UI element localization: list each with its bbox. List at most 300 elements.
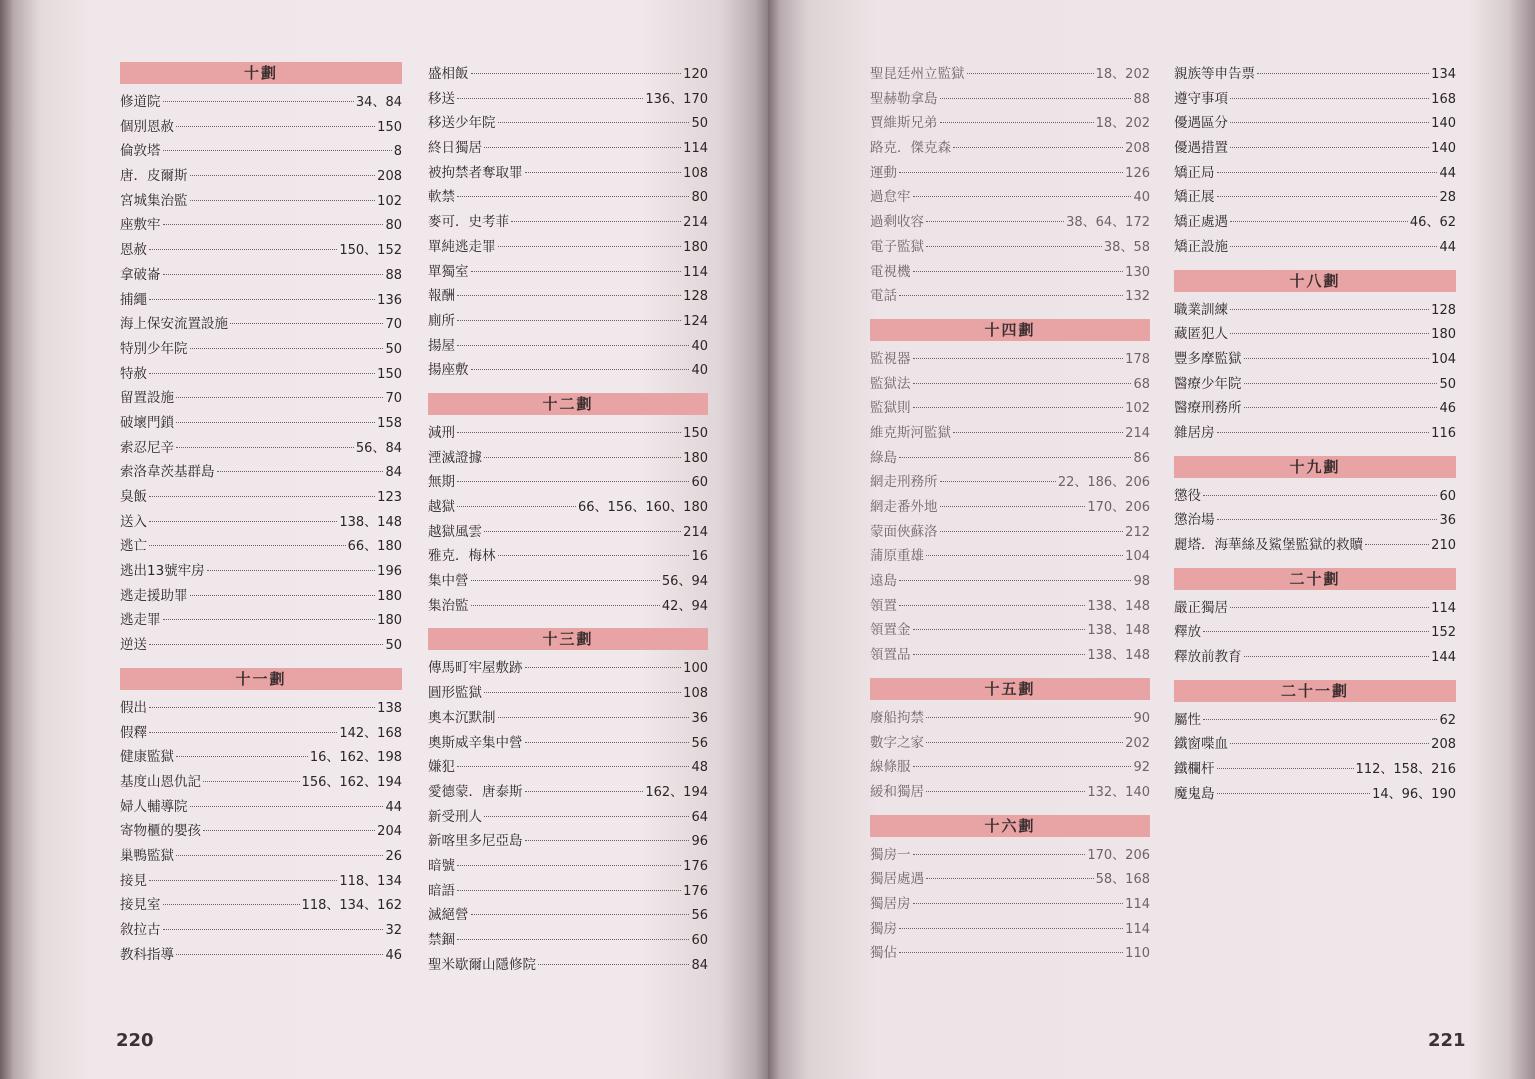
entry-term: 奧斯威辛集中營 bbox=[428, 734, 523, 751]
index-entry bbox=[428, 185, 708, 210]
entry-term: 電視機 bbox=[870, 263, 911, 280]
index-entry bbox=[120, 869, 402, 894]
entry-term: 暗號 bbox=[428, 857, 455, 874]
dot-leader bbox=[457, 345, 689, 346]
dot-leader bbox=[525, 667, 682, 668]
dot-leader bbox=[176, 397, 383, 398]
dot-leader bbox=[203, 781, 300, 782]
dot-leader bbox=[1230, 147, 1429, 148]
entry-pages: 180 bbox=[1431, 327, 1456, 343]
dot-leader bbox=[940, 481, 1056, 482]
index-section bbox=[428, 628, 708, 977]
entry-pages: 104 bbox=[1125, 549, 1150, 565]
index-entry bbox=[1174, 322, 1456, 347]
entry-term: 獨佔 bbox=[870, 945, 897, 962]
entry-term: 逃亡 bbox=[120, 538, 147, 555]
entry-term: 移送少年院 bbox=[428, 115, 496, 132]
entry-pages: 48 bbox=[691, 760, 708, 776]
entry-pages: 114 bbox=[683, 141, 708, 157]
entry-pages: 123 bbox=[377, 490, 402, 505]
dot-leader bbox=[190, 806, 384, 807]
index-entry bbox=[1174, 111, 1456, 136]
entry-term: 假釋 bbox=[120, 724, 147, 741]
index-entry bbox=[870, 235, 1150, 260]
entry-term: 蒲原重雄 bbox=[870, 548, 924, 565]
index-entry bbox=[120, 633, 402, 658]
section-heading: 十四劃 bbox=[870, 319, 1150, 341]
entry-term: 電子監獄 bbox=[870, 238, 924, 255]
index-section bbox=[1174, 270, 1456, 446]
entry-pages: 114 bbox=[1125, 921, 1150, 937]
dot-leader bbox=[457, 939, 689, 940]
dot-leader bbox=[940, 506, 1086, 507]
dot-leader bbox=[149, 496, 375, 497]
index-section bbox=[870, 815, 1150, 966]
entry-pages: 50 bbox=[1439, 376, 1456, 392]
index-entry bbox=[1174, 645, 1456, 670]
index-entry bbox=[120, 411, 402, 436]
index-entry bbox=[870, 470, 1150, 495]
index-entry bbox=[870, 917, 1150, 942]
dot-leader bbox=[217, 471, 384, 472]
dot-leader bbox=[149, 373, 375, 374]
index-entry bbox=[428, 805, 708, 830]
entry-term: 恩赦 bbox=[120, 242, 147, 259]
entry-pages: 104 bbox=[1431, 351, 1456, 367]
dot-leader bbox=[457, 865, 681, 866]
dot-leader bbox=[1244, 358, 1430, 359]
dot-leader bbox=[457, 196, 689, 197]
entry-pages: 138、148 bbox=[1087, 623, 1150, 639]
entry-term: 海上保安流置設施 bbox=[120, 316, 228, 333]
entry-term: 逃出13號牢房 bbox=[120, 563, 205, 580]
index-entry bbox=[870, 706, 1150, 731]
dot-leader bbox=[471, 369, 690, 370]
index-entry bbox=[870, 87, 1150, 112]
section-heading: 十六劃 bbox=[870, 815, 1150, 837]
entry-pages: 112、158、216 bbox=[1355, 762, 1456, 778]
dot-leader bbox=[1203, 719, 1437, 720]
index-entry bbox=[428, 903, 708, 928]
index-entry bbox=[120, 288, 402, 313]
dot-leader bbox=[926, 791, 1085, 792]
entry-term: 雅克．梅林 bbox=[428, 548, 496, 565]
dot-leader bbox=[149, 732, 337, 733]
index-entry bbox=[120, 189, 402, 214]
index-entry bbox=[428, 780, 708, 805]
dot-leader bbox=[1365, 544, 1429, 545]
dot-leader bbox=[163, 274, 384, 275]
entry-term: 拿破崙 bbox=[120, 266, 161, 283]
index-entry bbox=[428, 544, 708, 569]
dot-leader bbox=[163, 619, 376, 620]
index-entry bbox=[120, 238, 402, 263]
dot-leader bbox=[926, 555, 1123, 556]
entry-term: 移送 bbox=[428, 90, 455, 107]
entry-pages: 56 bbox=[691, 908, 708, 924]
index-entry bbox=[870, 284, 1150, 309]
entry-term: 過剩收容 bbox=[870, 214, 924, 231]
entry-term: 集中營 bbox=[428, 573, 469, 590]
entry-pages: 88 bbox=[385, 267, 402, 283]
entry-term: 領置金 bbox=[870, 622, 911, 639]
entry-pages: 142、168 bbox=[339, 725, 402, 741]
dot-leader bbox=[190, 175, 376, 176]
entry-term: 敘拉古 bbox=[120, 922, 161, 938]
entry-term: 接見 bbox=[120, 872, 147, 889]
entry-pages: 42、94 bbox=[661, 598, 708, 614]
dot-leader bbox=[913, 271, 1124, 272]
entry-term: 假出 bbox=[120, 699, 147, 716]
entry-term: 新受刑人 bbox=[428, 808, 482, 825]
entry-term: 監獄法 bbox=[870, 375, 911, 392]
index-entry bbox=[428, 656, 708, 681]
entry-term: 釋放 bbox=[1174, 624, 1201, 641]
entry-pages: 144 bbox=[1431, 650, 1456, 666]
entry-term: 懲治場 bbox=[1174, 512, 1215, 529]
index-entry bbox=[428, 879, 708, 904]
entry-term: 終日獨居 bbox=[428, 140, 482, 157]
entry-pages: 58、168 bbox=[1095, 872, 1150, 888]
entry-pages: 22、186、206 bbox=[1057, 475, 1150, 491]
dot-leader bbox=[1230, 743, 1429, 744]
entry-pages: 32 bbox=[385, 923, 402, 938]
index-entry bbox=[1174, 372, 1456, 397]
entry-pages: 212 bbox=[1125, 524, 1150, 540]
index-entry bbox=[120, 90, 402, 115]
index-entry bbox=[120, 844, 402, 869]
index-section bbox=[428, 393, 708, 619]
entry-pages: 208 bbox=[1125, 141, 1150, 157]
entry-term: 網走番外地 bbox=[870, 499, 938, 515]
entry-term: 遠島 bbox=[870, 573, 897, 590]
index-entry bbox=[120, 510, 402, 535]
entry-pages: 134 bbox=[1431, 67, 1456, 82]
index-entry bbox=[870, 843, 1150, 868]
index-entry bbox=[1174, 87, 1456, 112]
entry-pages: 136、170 bbox=[645, 91, 708, 107]
index-entry bbox=[428, 829, 708, 854]
index-entry bbox=[870, 867, 1150, 892]
index-entry bbox=[428, 62, 708, 87]
entry-term: 奧本沉默制 bbox=[428, 709, 496, 726]
entry-term: 湮滅證據 bbox=[428, 449, 482, 466]
dot-leader bbox=[899, 928, 1123, 929]
entry-pages: 56、94 bbox=[661, 574, 708, 590]
dot-leader bbox=[1257, 73, 1429, 74]
entry-pages: 180 bbox=[377, 613, 402, 629]
section-heading: 二十一劃 bbox=[1174, 680, 1456, 702]
dot-leader bbox=[176, 447, 354, 448]
dot-leader bbox=[163, 904, 300, 905]
dot-leader bbox=[163, 224, 384, 225]
entry-term: 豐多摩監獄 bbox=[1174, 350, 1242, 367]
index-entry bbox=[120, 534, 402, 559]
section-heading: 二十劃 bbox=[1174, 568, 1456, 590]
dot-leader bbox=[149, 545, 346, 546]
entry-pages: 126 bbox=[1125, 165, 1150, 181]
entry-pages: 204 bbox=[377, 824, 402, 840]
entry-pages: 88 bbox=[1133, 91, 1150, 107]
index-section bbox=[1174, 680, 1456, 807]
entry-pages: 132 bbox=[1125, 289, 1150, 305]
entry-term: 修道院 bbox=[120, 94, 161, 110]
index-entry bbox=[428, 210, 708, 235]
dot-leader bbox=[1230, 309, 1429, 310]
index-entry bbox=[870, 618, 1150, 643]
page-number: 221 bbox=[1428, 1030, 1466, 1051]
dot-leader bbox=[913, 766, 1132, 767]
dot-leader bbox=[926, 742, 1123, 743]
entry-term: 倫敦塔 bbox=[120, 143, 161, 160]
dot-leader bbox=[1230, 333, 1429, 334]
dot-leader bbox=[176, 756, 308, 757]
index-entry bbox=[120, 893, 402, 918]
dot-leader bbox=[149, 521, 337, 522]
dot-leader bbox=[471, 271, 682, 272]
entry-term: 盛相飯 bbox=[428, 66, 469, 82]
index-entry bbox=[1174, 347, 1456, 372]
entry-term: 獨房一 bbox=[870, 846, 911, 863]
entry-pages: 114 bbox=[1431, 600, 1456, 616]
index-entry bbox=[120, 559, 402, 584]
index-section bbox=[120, 62, 402, 658]
index-entry bbox=[428, 446, 708, 471]
entry-term: 越獄風雲 bbox=[428, 523, 482, 540]
index-entry bbox=[120, 263, 402, 288]
index-entry bbox=[120, 584, 402, 609]
entry-pages: 214 bbox=[1125, 425, 1150, 441]
entry-pages: 28 bbox=[1439, 190, 1456, 206]
index-entry bbox=[870, 347, 1150, 372]
dot-leader bbox=[176, 855, 383, 856]
entry-term: 索忍尼辛 bbox=[120, 439, 174, 456]
dot-leader bbox=[457, 766, 689, 767]
index-entry bbox=[428, 594, 708, 619]
entry-term: 嚴正獨居 bbox=[1174, 599, 1228, 616]
entry-pages: 162、194 bbox=[645, 784, 708, 800]
index-entry bbox=[120, 819, 402, 844]
index-entry bbox=[428, 309, 708, 334]
index-entry bbox=[120, 770, 402, 795]
dot-leader bbox=[1217, 432, 1430, 433]
index-column-right-2 bbox=[1174, 62, 1456, 817]
entry-pages: 38、64、172 bbox=[1066, 215, 1150, 231]
section-heading: 十五劃 bbox=[870, 678, 1150, 700]
dot-leader bbox=[1230, 122, 1429, 123]
entry-pages: 118、134、162 bbox=[301, 898, 402, 914]
entry-pages: 132、140 bbox=[1087, 784, 1150, 800]
entry-pages: 62 bbox=[1439, 712, 1456, 728]
dot-leader bbox=[457, 98, 643, 99]
index-entry bbox=[1174, 708, 1456, 733]
page-number: 220 bbox=[116, 1030, 154, 1051]
entry-term: 巢鴨監獄 bbox=[120, 847, 174, 864]
entry-pages: 158 bbox=[377, 415, 402, 431]
dot-leader bbox=[899, 580, 1131, 581]
entry-pages: 96 bbox=[691, 834, 708, 850]
index-section bbox=[428, 62, 708, 383]
index-entry bbox=[870, 569, 1150, 594]
entry-pages: 196 bbox=[377, 564, 402, 580]
index-entry bbox=[1174, 298, 1456, 323]
entry-term: 捕繩 bbox=[120, 291, 147, 308]
entry-pages: 108 bbox=[683, 686, 708, 702]
entry-pages: 46 bbox=[385, 947, 402, 963]
index-entry bbox=[870, 446, 1150, 471]
entry-pages: 26 bbox=[385, 848, 402, 864]
entry-pages: 150 bbox=[377, 366, 402, 382]
entry-term: 麥可．史考菲 bbox=[428, 214, 509, 231]
entry-pages: 16、162、198 bbox=[309, 750, 402, 766]
entry-term: 雜居房 bbox=[1174, 424, 1215, 441]
entry-term: 臭飯 bbox=[120, 489, 147, 505]
entry-pages: 70 bbox=[385, 391, 402, 407]
entry-term: 基度山恩仇記 bbox=[120, 773, 201, 790]
index-entry bbox=[428, 235, 708, 260]
entry-pages: 8 bbox=[393, 144, 402, 160]
index-entry bbox=[428, 731, 708, 756]
index-entry bbox=[870, 892, 1150, 917]
dot-leader bbox=[457, 506, 576, 507]
index-entry bbox=[428, 854, 708, 879]
entry-pages: 84 bbox=[691, 957, 708, 973]
index-entry bbox=[120, 115, 402, 140]
entry-term: 鐵欄杆 bbox=[1174, 761, 1215, 778]
dot-leader bbox=[1230, 221, 1408, 222]
entry-pages: 84 bbox=[385, 465, 402, 481]
index-entry bbox=[870, 111, 1150, 136]
entry-pages: 156、162、194 bbox=[301, 774, 402, 790]
entry-pages: 140 bbox=[1431, 116, 1456, 132]
entry-term: 領置品 bbox=[870, 647, 911, 664]
dot-leader bbox=[471, 605, 660, 606]
index-section bbox=[1174, 62, 1456, 260]
entry-pages: 214 bbox=[683, 215, 708, 231]
entry-term: 麗塔．海華絲及鯊堡監獄的救贖 bbox=[1174, 537, 1363, 553]
entry-term: 逃走罪 bbox=[120, 612, 161, 629]
entry-term: 健康監獄 bbox=[120, 749, 174, 766]
dot-leader bbox=[926, 878, 1094, 879]
entry-pages: 130 bbox=[1125, 264, 1150, 280]
entry-pages: 176 bbox=[683, 883, 708, 899]
index-section bbox=[870, 319, 1150, 668]
index-entry bbox=[120, 436, 402, 461]
dot-leader bbox=[230, 323, 383, 324]
index-entry bbox=[1174, 508, 1456, 533]
dot-leader bbox=[940, 122, 1094, 123]
entry-term: 親族等申告票 bbox=[1174, 66, 1255, 82]
dot-leader bbox=[538, 964, 689, 965]
dot-leader bbox=[525, 172, 682, 173]
entry-pages: 60 bbox=[1439, 488, 1456, 504]
entry-term: 矯正設施 bbox=[1174, 238, 1228, 255]
index-entry bbox=[428, 928, 708, 953]
index-entry bbox=[428, 334, 708, 359]
entry-pages: 50 bbox=[691, 116, 708, 132]
entry-term: 維克斯河監獄 bbox=[870, 424, 951, 441]
entry-pages: 180 bbox=[377, 588, 402, 604]
entry-pages: 34、84 bbox=[355, 95, 402, 110]
index-entry bbox=[1174, 732, 1456, 757]
entry-term: 報酬 bbox=[428, 288, 455, 305]
index-entry bbox=[870, 161, 1150, 186]
entry-pages: 214 bbox=[683, 524, 708, 540]
dot-leader bbox=[457, 295, 681, 296]
index-entry bbox=[870, 421, 1150, 446]
dot-leader bbox=[940, 98, 1132, 99]
entry-term: 懲役 bbox=[1174, 487, 1201, 504]
dot-leader bbox=[525, 840, 690, 841]
entry-pages: 90 bbox=[1133, 710, 1150, 726]
index-entry bbox=[870, 62, 1150, 87]
entry-pages: 70 bbox=[385, 317, 402, 333]
entry-term: 線條服 bbox=[870, 759, 911, 776]
entry-pages: 38、58 bbox=[1103, 239, 1150, 255]
entry-pages: 168 bbox=[1431, 91, 1456, 107]
dot-leader bbox=[899, 457, 1131, 458]
dot-leader bbox=[899, 172, 1123, 173]
entry-term: 獨房 bbox=[870, 920, 897, 937]
dot-leader bbox=[457, 890, 681, 891]
entry-term: 特赦 bbox=[120, 365, 147, 382]
entry-pages: 66、180 bbox=[347, 539, 402, 555]
dot-leader bbox=[457, 320, 681, 321]
dot-leader bbox=[899, 605, 1085, 606]
entry-term: 愛德蒙．唐泰斯 bbox=[428, 783, 523, 800]
entry-pages: 170、206 bbox=[1087, 847, 1150, 863]
dot-leader bbox=[149, 880, 337, 881]
entry-term: 賈維斯兄弟 bbox=[870, 115, 938, 132]
index-entry bbox=[428, 495, 708, 520]
index-entry bbox=[1174, 421, 1456, 446]
index-entry bbox=[120, 608, 402, 633]
dot-leader bbox=[913, 654, 1086, 655]
entry-pages: 140 bbox=[1431, 141, 1456, 157]
entry-term: 寄物櫃的嬰孩 bbox=[120, 823, 201, 840]
index-entry bbox=[428, 569, 708, 594]
entry-pages: 60 bbox=[691, 475, 708, 491]
index-entry bbox=[428, 161, 708, 186]
dot-leader bbox=[926, 221, 1064, 222]
entry-pages: 56、84 bbox=[355, 440, 402, 456]
index-entry bbox=[870, 136, 1150, 161]
entry-term: 索洛韋茨基群島 bbox=[120, 464, 215, 481]
entry-pages: 152 bbox=[1431, 625, 1456, 641]
dot-leader bbox=[953, 147, 1123, 148]
index-section bbox=[870, 678, 1150, 805]
dot-leader bbox=[899, 952, 1123, 953]
index-entry bbox=[428, 520, 708, 545]
index-entry bbox=[1174, 620, 1456, 645]
dot-leader bbox=[498, 246, 682, 247]
entry-pages: 150 bbox=[683, 425, 708, 441]
dot-leader bbox=[1217, 196, 1438, 197]
entry-pages: 46、62 bbox=[1409, 215, 1456, 231]
dot-leader bbox=[207, 570, 375, 571]
dot-leader bbox=[484, 816, 689, 817]
dot-leader bbox=[190, 200, 376, 201]
index-entry bbox=[870, 372, 1150, 397]
dot-leader bbox=[471, 580, 660, 581]
entry-term: 廁所 bbox=[428, 312, 455, 329]
index-entry bbox=[870, 941, 1150, 966]
entry-pages: 66、156、160、180 bbox=[578, 500, 708, 515]
entry-term: 網走刑務所 bbox=[870, 474, 938, 491]
entry-term: 監視器 bbox=[870, 350, 911, 367]
dot-leader bbox=[163, 929, 384, 930]
entry-term: 路克．傑克森 bbox=[870, 140, 951, 157]
